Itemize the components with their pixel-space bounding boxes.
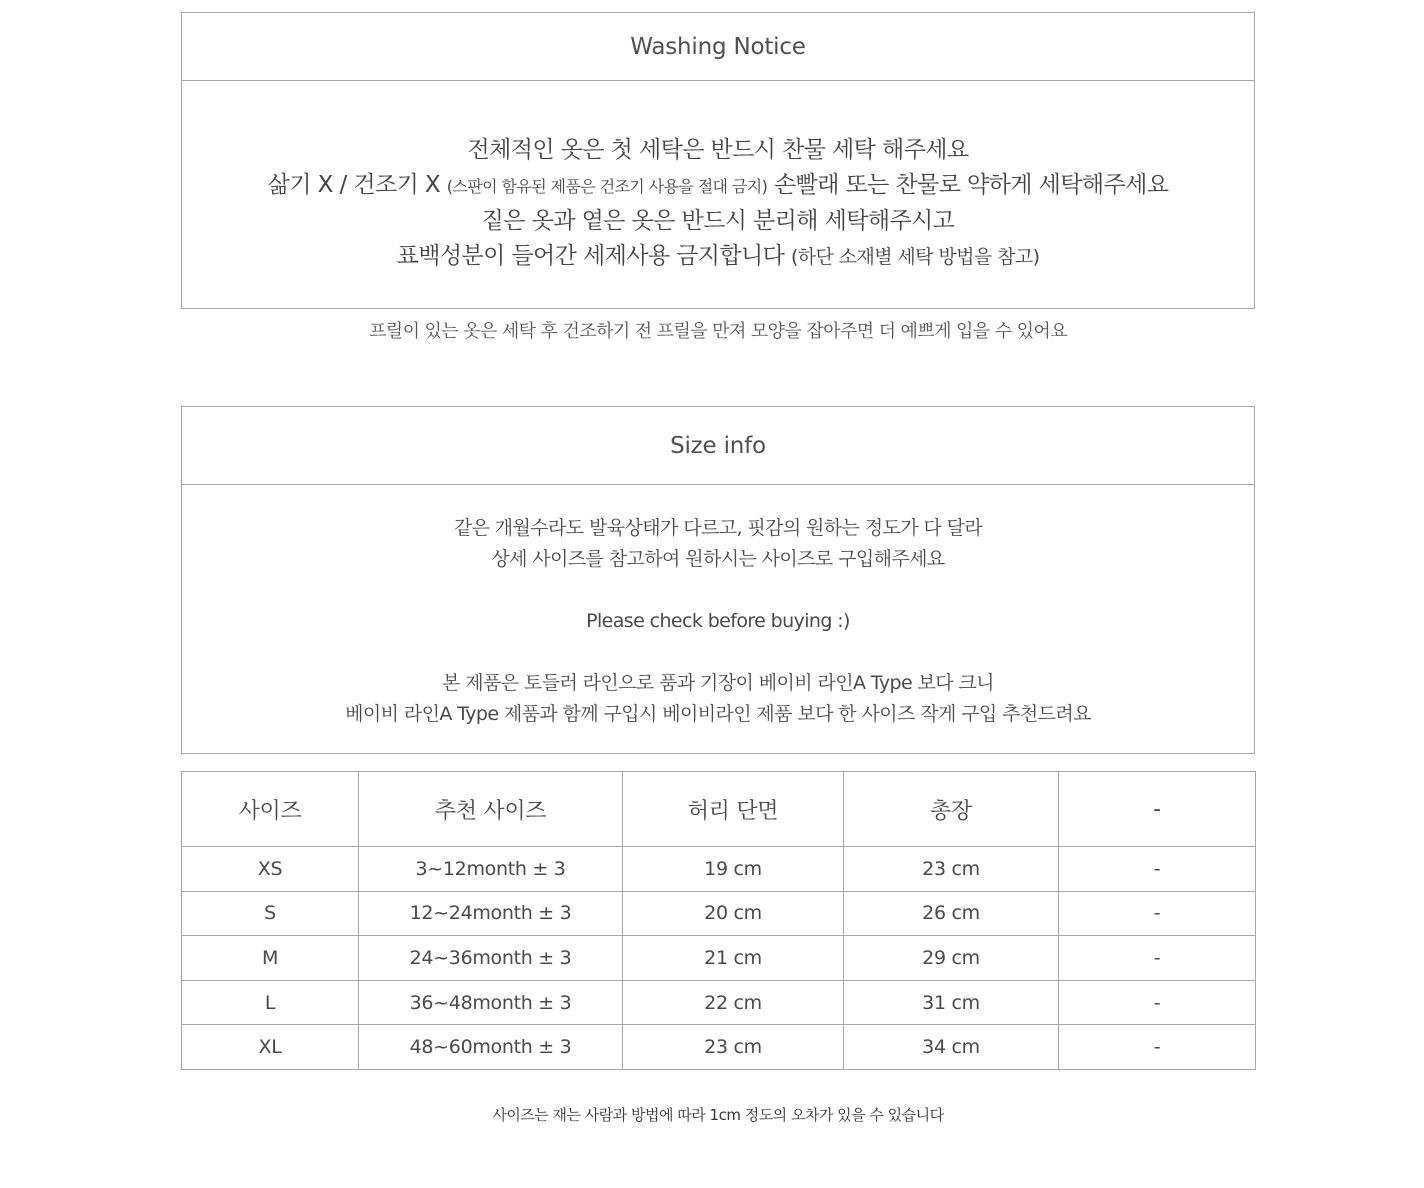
cell-length: 26 cm (844, 891, 1059, 936)
size-info-body (182, 485, 1254, 753)
cell-size: XL (182, 1025, 359, 1070)
washing-notice-body (182, 81, 1254, 308)
table-row (182, 980, 1256, 1025)
cell-recommended: 24~36month ± 3 (359, 936, 623, 981)
cell-recommended: 12~24month ± 3 (359, 891, 623, 936)
table-row (182, 936, 1256, 981)
washing-line-2-tail: 손빨래 또는 찬물로 약하게 세탁해주세요 (767, 171, 1169, 198)
cell-extra: - (1059, 891, 1256, 936)
table-row (182, 847, 1256, 892)
cell-recommended: 3~12month ± 3 (359, 847, 623, 892)
washing-line-1: 전체적인 옷은 첫 세탁은 반드시 찬물 세탁 해주세요 (467, 136, 969, 163)
size-info-line-2: 상세 사이즈를 참고하여 원하시는 사이즈로 구입해주세요 (491, 547, 945, 570)
cell-waist: 19 cm (623, 847, 844, 892)
cell-length: 31 cm (844, 980, 1059, 1025)
size-info-line-4: 본 제품은 토들러 라인으로 품과 기장이 베이비 라인A Type 보다 크니 (442, 671, 994, 694)
cell-size: XS (182, 847, 359, 892)
size-info-line-3: Please check before buying :) (586, 609, 850, 632)
size-table (181, 771, 1256, 1070)
cell-length: 23 cm (844, 847, 1059, 892)
cell-length: 34 cm (844, 1025, 1059, 1070)
cell-waist: 21 cm (623, 936, 844, 981)
washing-line-2-paren: (스판이 함유된 제품은 건조기 사용을 절대 금지) (446, 176, 768, 196)
header-size: 사이즈 (182, 772, 359, 847)
cell-recommended: 36~48month ± 3 (359, 980, 623, 1025)
size-info-line-1: 같은 개월수라도 발육상태가 다르고, 핏감의 원하는 정도가 다 달라 (453, 516, 983, 539)
size-info-line-5: 베이비 라인A Type 제품과 함께 구입시 베이비라인 제품 보다 한 사이즈 작게 구입 추천드려요 (345, 702, 1091, 725)
cell-size: L (182, 980, 359, 1025)
table-row (182, 1025, 1256, 1070)
washing-line-2 (268, 168, 1169, 204)
header-extra: - (1059, 772, 1256, 847)
header-length: 총장 (844, 772, 1059, 847)
washing-line-4-main: 표백성분이 들어간 세제사용 금지합니다 (396, 242, 791, 269)
cell-size: M (182, 936, 359, 981)
table-header-row (182, 772, 1256, 847)
cell-length: 29 cm (844, 936, 1059, 981)
cell-recommended: 48~60month ± 3 (359, 1025, 623, 1070)
cell-extra: - (1059, 980, 1256, 1025)
cell-waist: 23 cm (623, 1025, 844, 1070)
washing-line-4-paren: (하단 소재별 세탁 방법을 참고) (790, 245, 1040, 268)
washing-line-2-main: 삶기 X / 건조기 X (267, 171, 447, 198)
cell-extra: - (1059, 936, 1256, 981)
cell-extra: - (1059, 847, 1256, 892)
cell-size: S (182, 891, 359, 936)
washing-frill-note: 프릴이 있는 옷은 세탁 후 건조하기 전 프릴을 만져 모양을 잡아주면 더 예쁘게 입을 수 있어요 (369, 321, 1067, 342)
washing-line-4 (397, 239, 1040, 275)
size-measurement-note: 사이즈는 재는 사람과 방법에 따라 1cm 정도의 오차가 있을 수 있습니다 (492, 1106, 944, 1124)
header-waist: 허리 단면 (623, 772, 844, 847)
cell-waist: 20 cm (623, 891, 844, 936)
washing-line-3: 짙은 옷과 옅은 옷은 반드시 분리해 세탁해주시고 (481, 207, 955, 234)
cell-waist: 22 cm (623, 980, 844, 1025)
table-row (182, 891, 1256, 936)
header-recommended-size: 추천 사이즈 (359, 772, 623, 847)
washing-notice-title: Washing Notice (182, 13, 1254, 81)
washing-notice-section (181, 12, 1255, 309)
size-info-section (181, 406, 1255, 754)
cell-extra: - (1059, 1025, 1256, 1070)
size-info-title: Size info (182, 407, 1254, 485)
